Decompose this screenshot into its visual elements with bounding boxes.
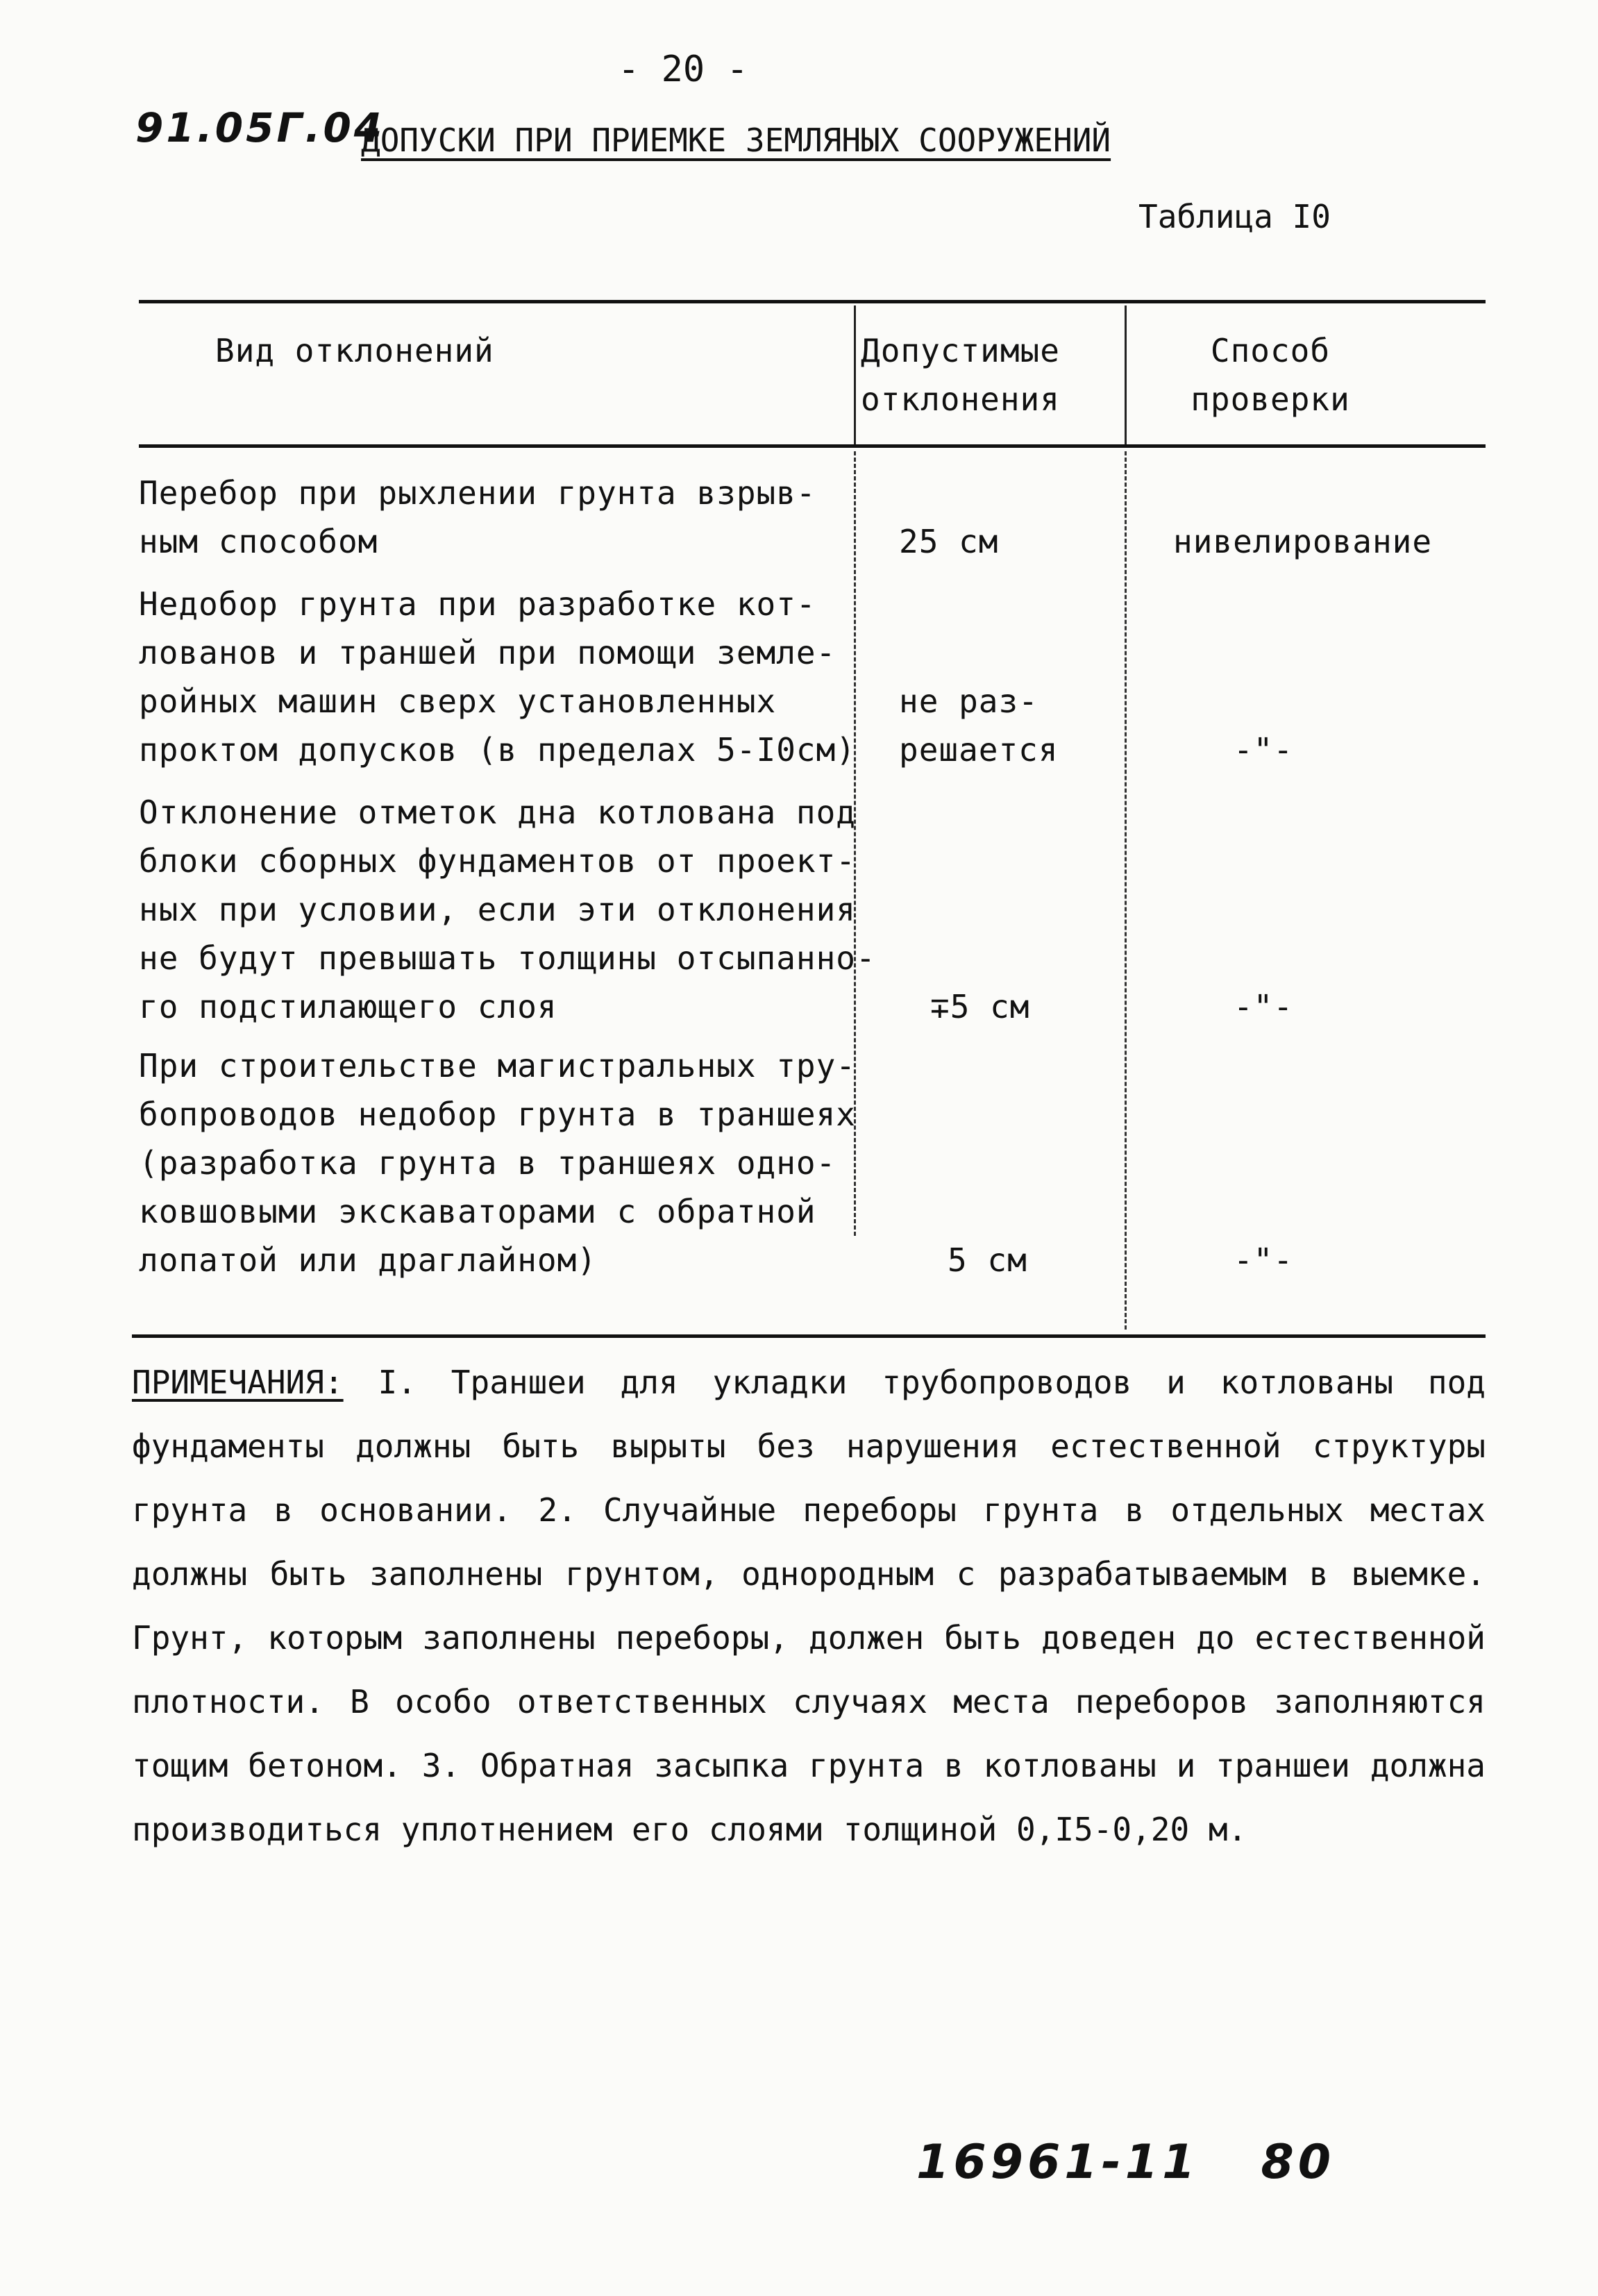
row-3-tolerance: ∓5 см	[930, 988, 1030, 1025]
column-divider-2	[1125, 451, 1127, 1330]
row-2-type: Недобор грунта при разработке кот- лованов и траншей при помощи земле- ройных машин сверх установленных проктом допусков (в пределах 5-I0см)	[139, 585, 856, 769]
table-top-rule	[139, 300, 1486, 303]
row-4-tolerance: 5 см	[948, 1241, 1027, 1279]
row-4-method: -"-	[1233, 1241, 1294, 1279]
row-1-method: нивелирование	[1173, 523, 1433, 560]
row-2-tolerance: не раз- решается	[899, 682, 1059, 769]
handwritten-doc-code: 91.05Г.04	[135, 104, 385, 151]
header-divider-1	[854, 305, 856, 444]
page-number: - 20 -	[618, 49, 748, 90]
header-type: Вид отклонений	[215, 332, 494, 369]
table-header-rule	[139, 444, 1486, 448]
row-3-method: -"-	[1233, 988, 1294, 1025]
header-divider-2	[1125, 305, 1127, 444]
handwritten-footer-number: 16961-11 80	[916, 2135, 1336, 2190]
row-1-tolerance: 25 см	[899, 523, 999, 560]
row-2-method: -"-	[1233, 731, 1294, 769]
row-4-type: При строительстве магистральных тру- бопроводов недобор грунта в траншеях (разработка грунта в траншеях одно- ковшовыми экскаваторами с обратной лопатой или драглайном)	[139, 1047, 856, 1279]
section-heading: ДОПУСКИ ПРИ ПРИЕМКЕ ЗЕМЛЯНЫХ СООРУЖЕНИЙ	[361, 121, 1111, 159]
notes-label: ПРИМЕЧАНИЯ:	[132, 1364, 344, 1401]
row-3-type: Отклонение отметок дна котлована под блоки сборных фундаментов от проект- ных при условии, если эти отклонения не будут превышать толщины отсыпанно- го подстилающего слоя	[139, 794, 876, 1025]
header-method: Способ проверки	[1191, 332, 1350, 418]
row-1-type: Перебор при рыхлении грунта взрыв- ным способом	[139, 474, 816, 560]
header-tolerance: Допустимые отклонения	[861, 332, 1060, 418]
table-label: Таблица I0	[1138, 198, 1331, 235]
notes-paragraph	[132, 1350, 1486, 1861]
notes-text: I. Траншеи для укладки трубопроводов и котлованы под фундаменты должны быть вырыты без нарушения естественной структуры грунта в основании. 2. Случайные переборы грунта в отдельных местах должны быть заполнены грунтом, однородным с разрабатываемым в выемке. Грунт, которым заполнены переборы, должен быть доведен до естественной плотности. В особо ответственных случаях места переборов заполняются тощим бетоном. 3. Обратная засыпка грунта в котлованы и траншеи должна производиться уплотнением его слоями толщиной 0,I5-0,20 м.	[132, 1364, 1486, 1848]
table-bottom-rule	[132, 1334, 1486, 1338]
